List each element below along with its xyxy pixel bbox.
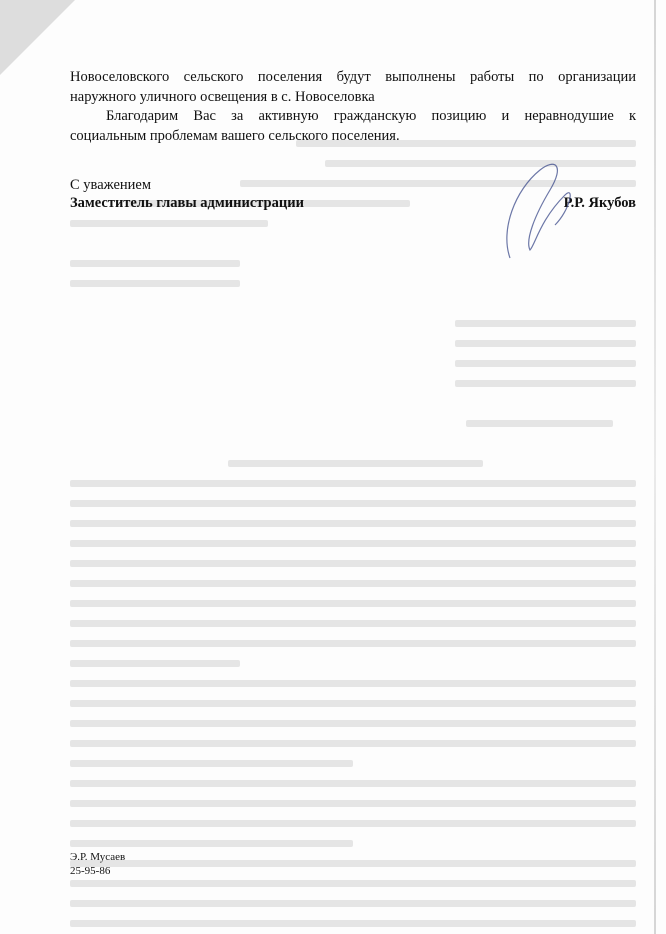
executor-name: Э.Р. Мусаев <box>70 851 126 863</box>
body-line-4: социальным проблемам вашего сельского поселения. <box>70 128 400 144</box>
body-line-3: Благодарим Вас за активную гражданскую позицию и неравнодушие к <box>106 108 636 124</box>
handwritten-signature <box>470 150 590 260</box>
signer-position: Заместитель главы администрации <box>70 195 304 211</box>
greeting: С уважением <box>70 177 152 193</box>
signer-name: Р.Р. Якубов <box>563 195 636 211</box>
executor-phone: 25-95-86 <box>70 865 111 877</box>
page-edge <box>654 0 656 934</box>
executor-info <box>70 850 125 878</box>
body-line-1: Новоселовского сельского поселения будут выполнены работы по организации <box>70 69 636 85</box>
folded-corner <box>0 0 75 75</box>
body-line-2: наружного уличного освещения в с. Новоселовка <box>70 89 375 105</box>
